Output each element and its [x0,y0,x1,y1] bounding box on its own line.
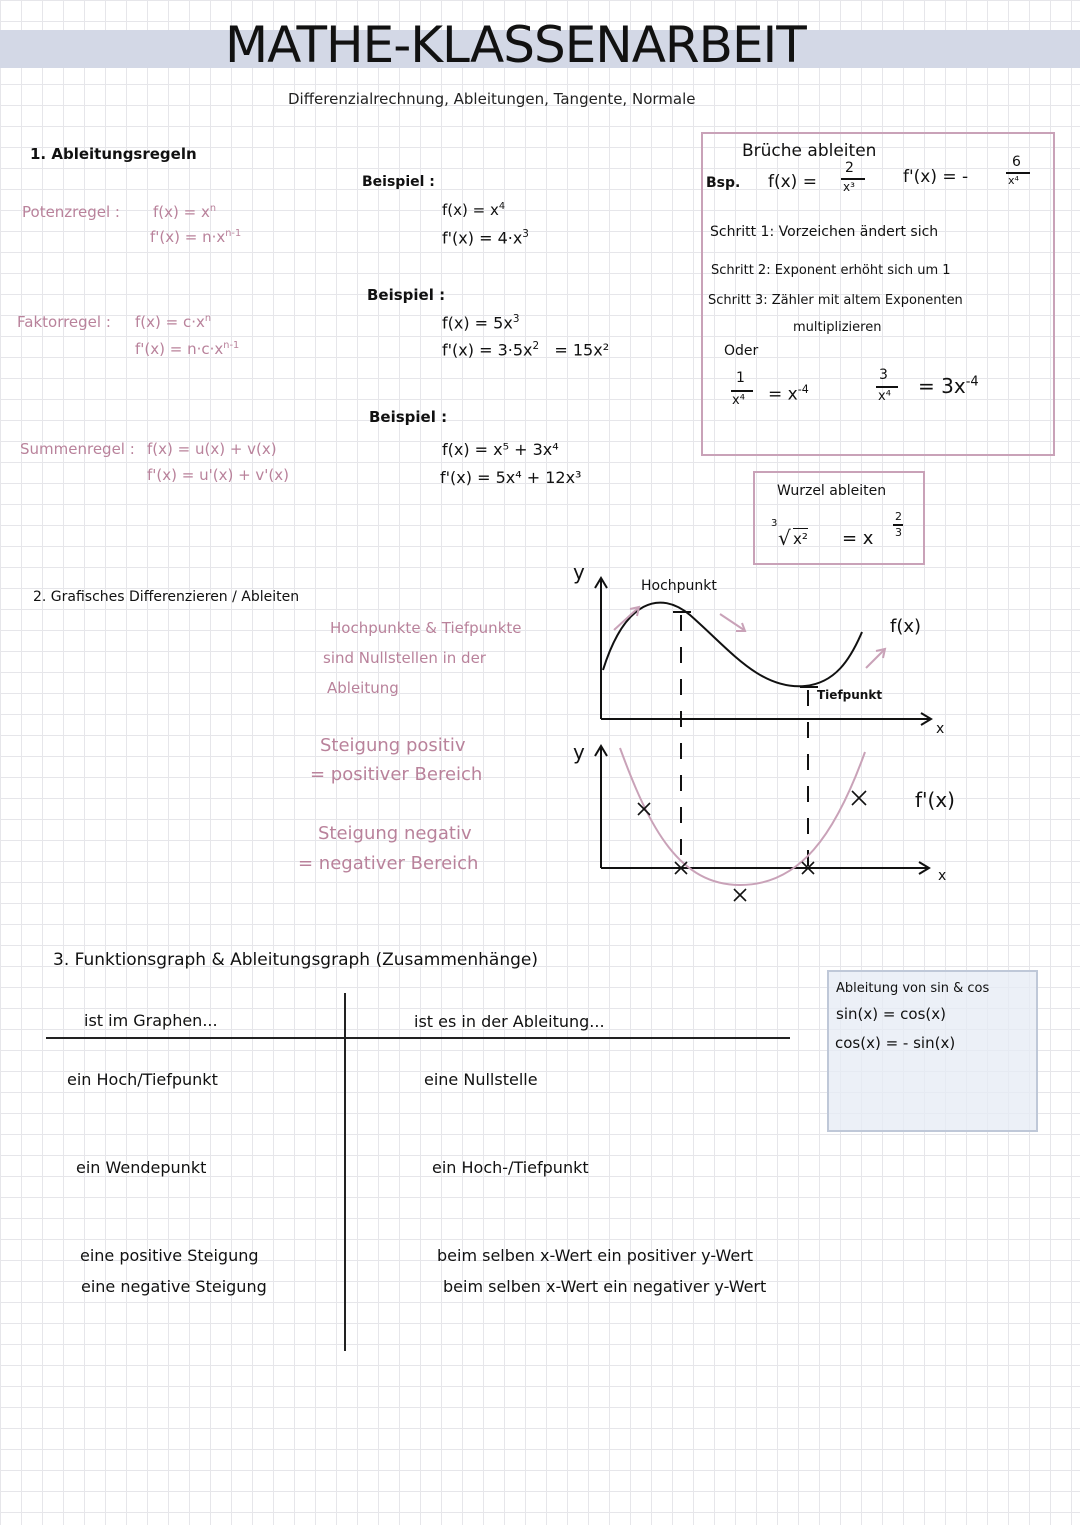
section3-heading: 3. Funktionsgraph & Ableitungsgraph (Zusammenhänge) [53,950,538,970]
f-arrow-down [720,614,744,630]
trig-line1: sin(x) = cos(x) [836,1005,946,1023]
fractions-step3: Schritt 3: Zähler mit altem Exponenten [708,293,963,308]
example3-line2: f'(x) = 5x⁴ + 12x³ [440,468,582,487]
table-row-left: eine negative Steigung [81,1277,267,1296]
table-row-right: ein Hoch-/Tiefpunkt [432,1158,589,1177]
example1-line1: $f(x) = x^4$ [442,201,506,219]
fractions-example-fprime-den: x⁴ [1008,174,1019,187]
example2-line2: $f'(x) = 3\cdot 5x^2$ = 15x² [442,340,610,360]
root-exp-den: 3 [895,526,902,539]
table-row-left: eine positive Steigung [80,1246,259,1265]
fractions-eq2-den: x⁴ [878,389,891,404]
fractions-title: Brüche ableiten [742,141,877,161]
table-row-left: ein Hoch/Tiefpunkt [67,1070,218,1089]
fprime-label: f'(x) [915,788,955,812]
top-x-label: x [936,721,945,737]
bottom-x-label: x [938,868,947,884]
fractions-eq1-den: x⁴ [732,393,745,408]
example1-label: Beispiel : [362,174,435,190]
f-arrow-up-left [614,608,638,630]
fractions-eq1-rhs: = $x^{-4}$ [768,383,809,405]
example1-line2: $f'(x) = 4\cdot x^3$ [442,228,529,248]
fractions-example-label: Bsp. [706,175,741,191]
example3-line1: f(x) = x⁵ + 3x⁴ [442,440,559,459]
trig-title: Ableitung von sin & cos [836,981,990,996]
page-title: MATHE-KLASSENARBEIT [225,16,806,74]
fractions-step1: Schritt 1: Vorzeichen ändert sich [710,224,939,240]
rule-potenz-line2: $f'(x) = n\cdot x^{n-1}$ [150,228,242,246]
fractions-example-fprime-num: 6 [1012,154,1021,170]
note-line3: Ableitung [327,679,399,697]
fractions-example-f-den: x³ [843,180,855,194]
root-sign: √ [778,526,791,550]
table-row-right: beim selben x-Wert ein negativer y-Wert [443,1277,767,1296]
table-row-left: ein Wendepunkt [76,1158,207,1177]
table-row-right: beim selben x-Wert ein positiver y-Wert [437,1246,754,1265]
table-header-left: ist im Graphen... [84,1011,218,1030]
max-label: Hochpunkt [641,578,717,594]
rule-name-summe: Summenregel : [20,440,135,458]
table-row-right: eine Nullstelle [424,1070,538,1089]
page-subtitle: Differenzialrechnung, Ableitungen, Tangente, Normale [288,90,696,108]
fractions-example-f-num: 2 [845,160,854,176]
root-exp-num: 2 [895,510,902,523]
rule-summe-line2: f'(x) = u'(x) + v'(x) [147,466,289,484]
rule-faktor-line1: $f(x) = c\cdot x^n$ [135,313,212,331]
rule-name-faktor: Faktorregel : [17,313,111,331]
f-arrow-up-right [866,650,884,668]
fractions-oder: Oder [724,343,759,359]
example2-line1: $f(x) = 5x^3$ [442,313,520,333]
bottom-y-label: y [573,740,585,764]
positive-slope-line1: Steigung positiv [320,735,466,756]
table-column-divider [344,993,346,1351]
fractions-step2: Schritt 2: Exponent erhöht sich um 1 [711,263,951,278]
negative-slope-line1: Steigung negativ [318,823,472,844]
section1-heading: 1. Ableitungsregeln [30,145,197,163]
example3-label: Beispiel : [369,408,448,426]
top-y-label: y [573,560,585,584]
root-title: Wurzel ableiten [777,483,887,499]
note-line1: Hochpunkte & Tiefpunkte [330,619,522,637]
f-label: f(x) [890,616,922,637]
note-line2: sind Nullstellen in der [323,649,486,667]
fractions-eq2-num: 3 [879,367,888,383]
fractions-eq2-rhs: = $3x^{-4}$ [918,374,979,398]
fractions-eq1-num: 1 [736,370,745,386]
rule-name-potenz: Potenzregel : [22,203,120,221]
table-header-right: ist es in der Ableitung... [414,1012,605,1031]
rule-faktor-line2: $f'(x) = n\cdot c\cdot x^{n-1}$ [135,340,240,358]
root-index: 3 [771,518,778,529]
root-radicand: x² [793,530,808,548]
f-curve [603,603,862,687]
fractions-example-f: f(x) = [768,172,817,192]
rule-potenz-line1: $f(x) = x^n$ [153,203,217,221]
rule-summe-line1: f(x) = u(x) + v(x) [147,440,277,458]
root-rhs: = x [842,528,874,549]
table-header-divider [46,1037,790,1039]
trig-line2: cos(x) = - sin(x) [835,1034,956,1052]
fractions-example-fprime: f'(x) = - [903,167,969,187]
positive-slope-line2: = positiver Bereich [310,764,483,785]
min-label: Tiefpunkt [817,688,883,702]
example2-label: Beispiel : [367,286,446,304]
negative-slope-line2: = negativer Bereich [298,853,479,874]
fractions-step3b: multiplizieren [793,320,882,335]
section2-heading: 2. Grafisches Differenzieren / Ableiten [33,589,300,605]
fprime-curve [620,748,865,885]
